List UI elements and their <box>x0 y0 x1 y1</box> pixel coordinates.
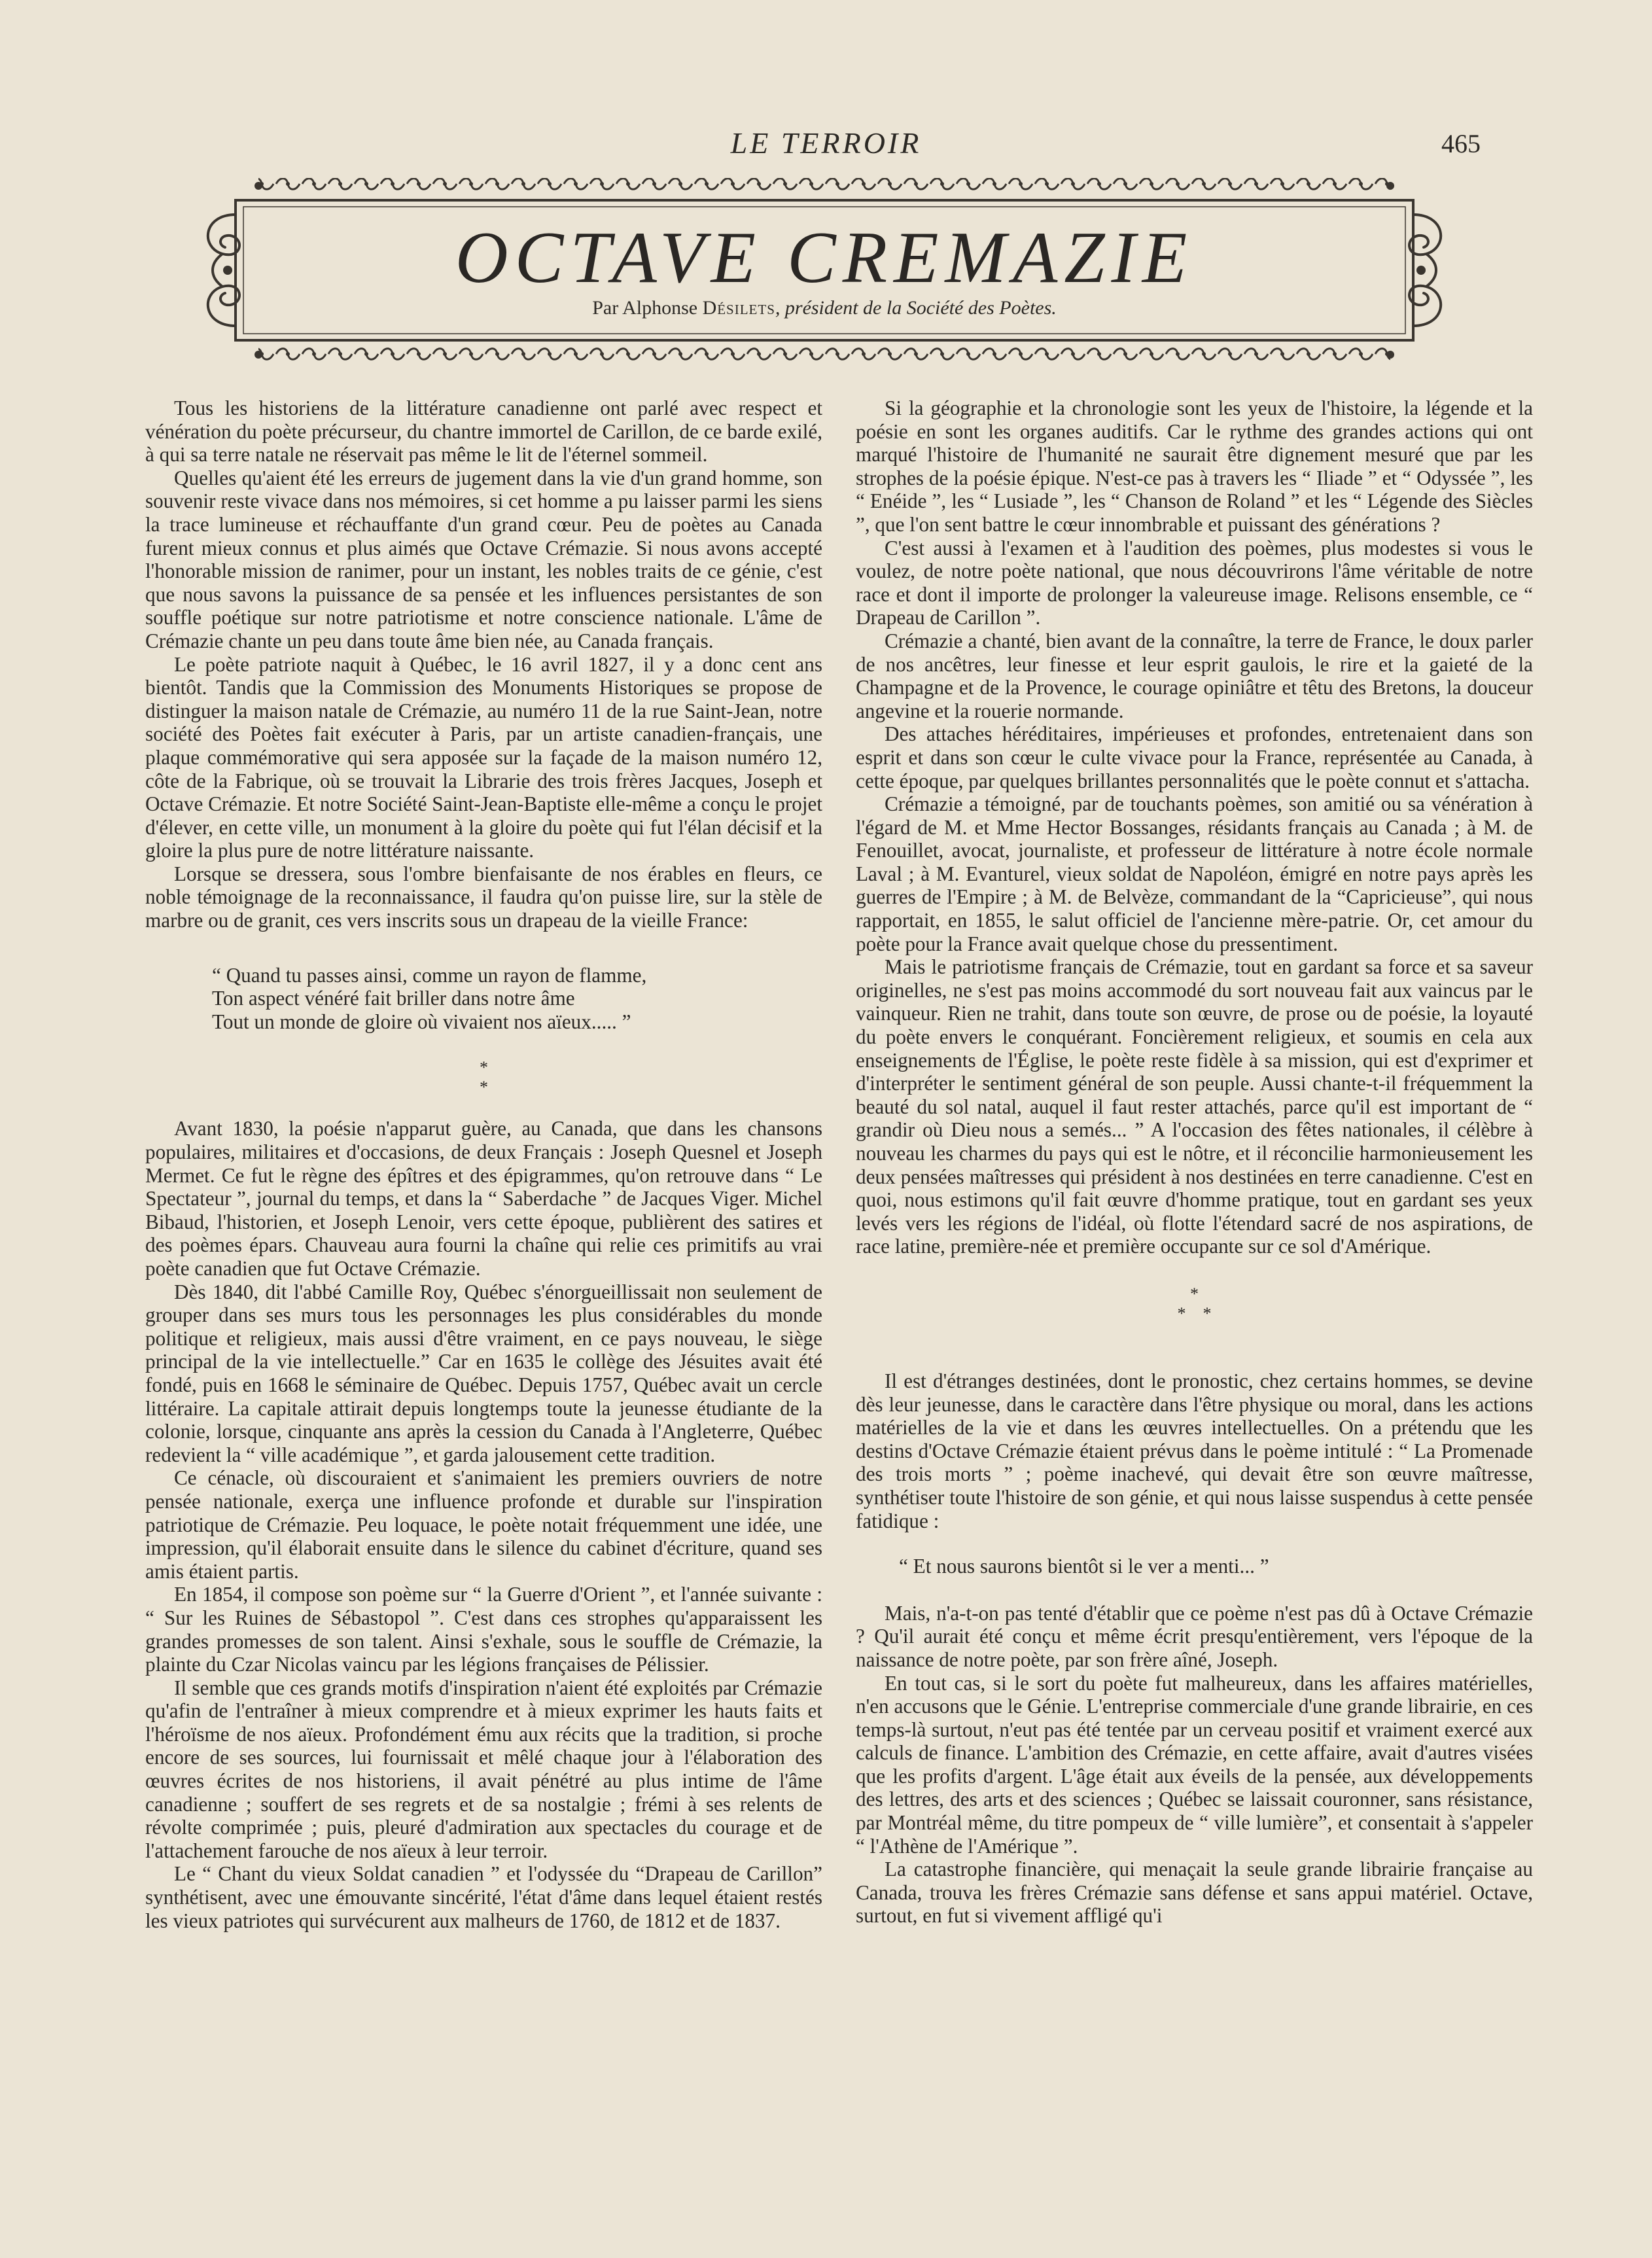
paragraph: En 1854, il compose son poème sur “ la Guerre d'Orient ”, et l'année suivante : “ Sur les Ruines de Sébastopol ”. C'est dans ces strophes qu'apparaissent les grandes promesses de son talent. Ainsi s'exhale, sous le souffle de Crémazie, la plainte du Czar Nicolas vaincu par les légions françaises de Pélissier. <box>145 1583 822 1676</box>
author-surname: Désilets <box>702 297 775 319</box>
paragraph: Des attaches héréditaires, impérieuses et profondes, entretenaient dans son esprit et dans son cœur le culte vivace pour la France, représentée au Canada, à cette époque, par quelques brillantes personnalités que le poète connut et s'attacha. <box>856 722 1533 792</box>
paragraph: Le “ Chant du vieux Soldat canadien ” et l'odyssée du “Drapeau de Carillon” synthétisent, avec une émouvante sincérité, l'état d'âme dans lequel étaient restés les vieux patriotes qui survécurent aux malheurs de 1760, de 1812 et de 1837. <box>145 1862 822 1932</box>
paragraph: Si la géographie et la chronologie sont les yeux de l'histoire, la légende et la poésie en sont les organes auditifs. Car le rythme des grandes actions qui ont marqué l'histoire de l'humanité ne saurait être dignement mesuré que par les strophes de la poésie épique. N'est-ce pas à travers les “ Iliade ” et “ Odyssée ”, les “ Enéide ”, les “ Lusiade ”, les “ Chanson de Roland ” et les “ Légende des Siècles ”, que l'on sent battre le cœur innombrable et puissant des générations ? <box>856 397 1533 536</box>
paragraph: Crémazie a chanté, bien avant de la connaître, la terre de France, le doux parler de nos ancêtres, leur finesse et leur esprit gaulois, le rire et la gaieté de la Champagne et de la Provence, le courage opiniâtre et têtu des Bretons, la douceur angevine et la rouerie normande. <box>856 629 1533 722</box>
section-separator: * * * <box>1177 1284 1212 1323</box>
paragraph: Tous les historiens de la littérature canadienne ont parlé avec respect et vénération du poète précurseur, du chantre immortel de Carillon, de ce barde exilé, à qui sa terre natale ne réservait pas même le lit de l'éternel sommeil. <box>145 397 822 467</box>
byline-prefix: Par Alphonse <box>592 297 703 319</box>
paragraph: C'est aussi à l'examen et à l'audition des poèmes, plus modestes si vous le voulez, de notre poète national, que nous découvrirons l'âme véritable de notre race et dont il importe de prolonger la valeureuse image. Relisons ensemble, ce “ Drapeau de Carillon ”. <box>856 536 1533 629</box>
left-column <box>145 397 822 1932</box>
journal-name: LE TERROIR <box>730 126 922 160</box>
paragraph: Lorsque se dressera, sous l'ombre bienfaisante de nos érables en fleurs, ce noble témoignage de la reconnaissance, il faudra qu'on puisse lire, sur la stèle de marbre ou de granit, ces vers inscrits sous un drapeau de la vieille France: <box>145 862 822 932</box>
paragraph: Mais le patriotisme français de Crémazie, tout en gardant sa force et sa saveur originelles, ne s'est pas moins accommodé du sort nouveau fait aux vaincus par le vainqueur. Rien ne trahit, dans toute son œuvre, de prose ou de poésie, la loyauté du poète envers le conquérant. Foncièrement religieux, et soumis en cela aux enseignements de l'Église, le poète reste fidèle à sa mission, qui est d'exprimer et d'interpréter le sentiment général de son peuple. Aussi chante-t-il fréquemment la beauté du sol natal, auquel il faut rester attachés, parce qu'il est important de “ grandir où Dieu nous a semés... ” A l'occasion des fêtes nationales, il célèbre à nouveau les charmes du pays qui est le nôtre, et il réconcilie harmonieusement les deux pensées maîtresses qui président à nos destinées en terre canadienne. C'est en quoi, nous estimons qu'il fait œuvre d'homme pratique, tout en gardant ses yeux levés vers les régions de l'idéal, où flotte l'étendard sacré de nos aspirations, de race latine, première-née et première occupante sur ce sol d'Amérique. <box>856 955 1533 1258</box>
page-number: 465 <box>1441 129 1481 158</box>
paragraph: Il est d'étranges destinées, dont le pronostic, chez certains hommes, se devine dès leur jeunesse, dans le caractère dans l'être physique ou moral, dans les actions matérielles de la vie et dans les œuvres intellectuelles. On a prétendu que les destins d'Octave Crémazie étaient prévus dans le poème intitulé : “ La Promenade des trois morts ” ; poème inachevé, qui devait être son œuvre maîtresse, synthétiser toute l'histoire de son génie, et qui nous laisse suspendus à cette pensée fatidique : <box>856 1369 1533 1532</box>
paragraph: Quelles qu'aient été les erreurs de jugement dans la vie d'un grand homme, son souvenir reste vivace dans nos mémoires, si cet homme a pu laisser parmi les siens la trace lumineuse et réchauffante d'un grand cœur. Peu de poètes au Canada furent mieux connus et plus aimés que Octave Crémazie. Si nous avons accepté l'honorable mission de ranimer, pour un instant, les nobles traits de ce génie, c'est que nous savons la puissance de sa pensée et les influences persistantes de son souffle poétique sur notre patriotisme et notre conscience nationale. L'âme de Crémazie chante un peu dans toute âme bien née, au Canada français. <box>145 466 822 652</box>
verse-line: “ Quand tu passes ainsi, comme un rayon de flamme, <box>212 963 647 987</box>
section-separator: * * <box>480 1058 488 1097</box>
paragraph: Avant 1830, la poésie n'apparut guère, au Canada, que dans les chansons populaires, militaires et d'occasions, de deux Français : Joseph Quesnel et Joseph Mermet. Ce fut le règne des épîtres et des épigrammes, qu'on retrouve dans “ Le Spectateur ”, journal du temps, et dans la “ Saberdache ” de Jacques Viger. Michel Bibaud, l'historien, et Joseph Lenoir, vers cette époque, publièrent des satires et des poèmes épars. Chauveau aura fourni la chaîne qui relie ces primitifs au vrai poète canadien que fut Octave Crémazie. <box>145 1117 822 1280</box>
verse-line: Tout un monde de gloire où vivaient nos aïeux..... ” <box>212 1010 631 1033</box>
article-title: OCTAVE CREMAZIE <box>455 217 1194 298</box>
verse-quotation <box>212 964 822 1034</box>
paragraph: La catastrophe financière, qui menaçait la seule grande librairie française au Canada, trouva les frères Crémazie sans défense et sans appui matériel. Octave, surtout, en fut si vivement affligé qu'i <box>856 1858 1533 1928</box>
verse-line: Ton aspect vénéré fait briller dans notre âme <box>212 987 575 1010</box>
paragraph: Ce cénacle, où discouraient et s'animaient les premiers ouvriers de notre pensée nationale, exerça une influence profonde et durable sur l'inspiration patriotique de Crémazie. Peu loquace, le poète notait fréquemment une idée, une impression, qu'il élaborait ensuite dans le silence du cabinet d'écriture, quand ses amis étaient partis. <box>145 1466 822 1583</box>
paragraph: Dès 1840, dit l'abbé Camille Roy, Québec s'énorgueillissait non seulement de grouper dans ses murs tous les personnages les plus considérables du monde politique et religieux, mais aussi d'être vraiment, en ce pays nouveau, le siège principal de la vie intellectuelle.” Car en 1635 le collège des Jésuites avait été fondé, puis en 1668 le séminaire de Québec. Depuis 1757, Québec avait un cercle littéraire. La capitale attirait depuis longtemps toute la jeunesse étudiante de la colonie, lorsque, cinquante ans après la cession du Canada à l'Angleterre, Québec redevient la “ ville académique ”, et garda jalousement cette tradition. <box>145 1280 822 1466</box>
right-column <box>856 397 1533 1928</box>
paragraph: En tout cas, si le sort du poète fut malheureux, dans les affaires matérielles, n'en accusons que le Génie. L'entreprise commerciale d'une grande librairie, en ces temps-là surtout, n'eut pas été tentée par un cerveau positif et vraiment exercé aux calculs de finance. L'ambition des Crémazie, en cette affaire, avait d'autres visées que les profits d'argent. L'âge était aux éveils de la pensée, aux développements des lettres, des arts et des sciences ; Québec se laissait couronner, sans résistance, par Montréal même, du titre pompeux de “ ville lumière”, et consentait à s'appeler “ l'Athène de l'Amérique ”. <box>856 1671 1533 1858</box>
byline <box>196 297 1452 319</box>
title-frame <box>196 175 1452 365</box>
running-head <box>0 126 1652 165</box>
author-role: , président de la Société des Poètes. <box>775 297 1057 319</box>
paragraph: Crémazie a témoigné, par de touchants poèmes, son amitié ou sa vénération à l'égard de M. et Mme Hector Bossanges, résidants français au Canada ; à M. de Fenouillet, avocat, journaliste, et professeur de littérature à notre école normale Laval ; à M. Evanturel, vieux soldat de Napoléon, émigré en notre pays après les guerres de l'Empire ; à M. de Belvèze, commandant de la “Capricieuse”, qui nous rapportait, en 1855, le salut officiel de l'ancienne mère-patrie. Or, cet amour du poète pour la France avait quelque chose du pressentiment. <box>856 792 1533 955</box>
paragraph: Mais, n'a-t-on pas tenté d'établir que ce poème n'est pas dû à Octave Crémazie ? Qu'il aurait été conçu et même écrit presqu'entièrement, vers l'époque de la naissance de notre poète, par son frère aîné, Joseph. <box>856 1601 1533 1671</box>
quoted-verse: “ Et nous saurons bientôt si le ver a menti... ” <box>899 1555 1269 1578</box>
paragraph: Le poète patriote naquit à Québec, le 16 avril 1827, il y a donc cent ans bientôt. Tandis que la Commission des Monuments Historiques se propose de distinguer la maison natale de Crémazie, au numéro 11 de la rue Saint-Jean, notre société des Poètes fait exécuter à Paris, par un artiste canadien-français, une plaque commémorative qui sera apposée sur la façade de la maison numéro 12, côte de la Fabrique, où se trouvait la Librarie des trois frères Jacques, Joseph et Octave Crémazie. Et notre Société Saint-Jean-Baptiste elle-même a conçu le projet d'élever, en cette ville, un monument à la gloire du poète qui fut l'élan décisif et la gloire la plus pure de notre littérature naissante. <box>145 652 822 862</box>
paragraph: Il semble que ces grands motifs d'inspiration n'aient été exploités par Crémazie qu'afin de l'entraîner à mieux comprendre et à mieux exprimer les hauts faits et l'héroïsme de nos aïeux. Profondément ému aux récits que la tradition, si proche encore de ses sources, lui fournissait et mêlé chaque jour à l'élaboration des œuvres écrites de nos historiens, il avait pénétré au plus intime de l'âme canadienne ; souffert de ses regrets et de sa nostalgie ; frémi à ses relents de révolte comprimée ; puis, pleuré d'admiration aux spectacles du courage et de l'attachement farouche de nos aïeux à leur terroir. <box>145 1676 822 1862</box>
